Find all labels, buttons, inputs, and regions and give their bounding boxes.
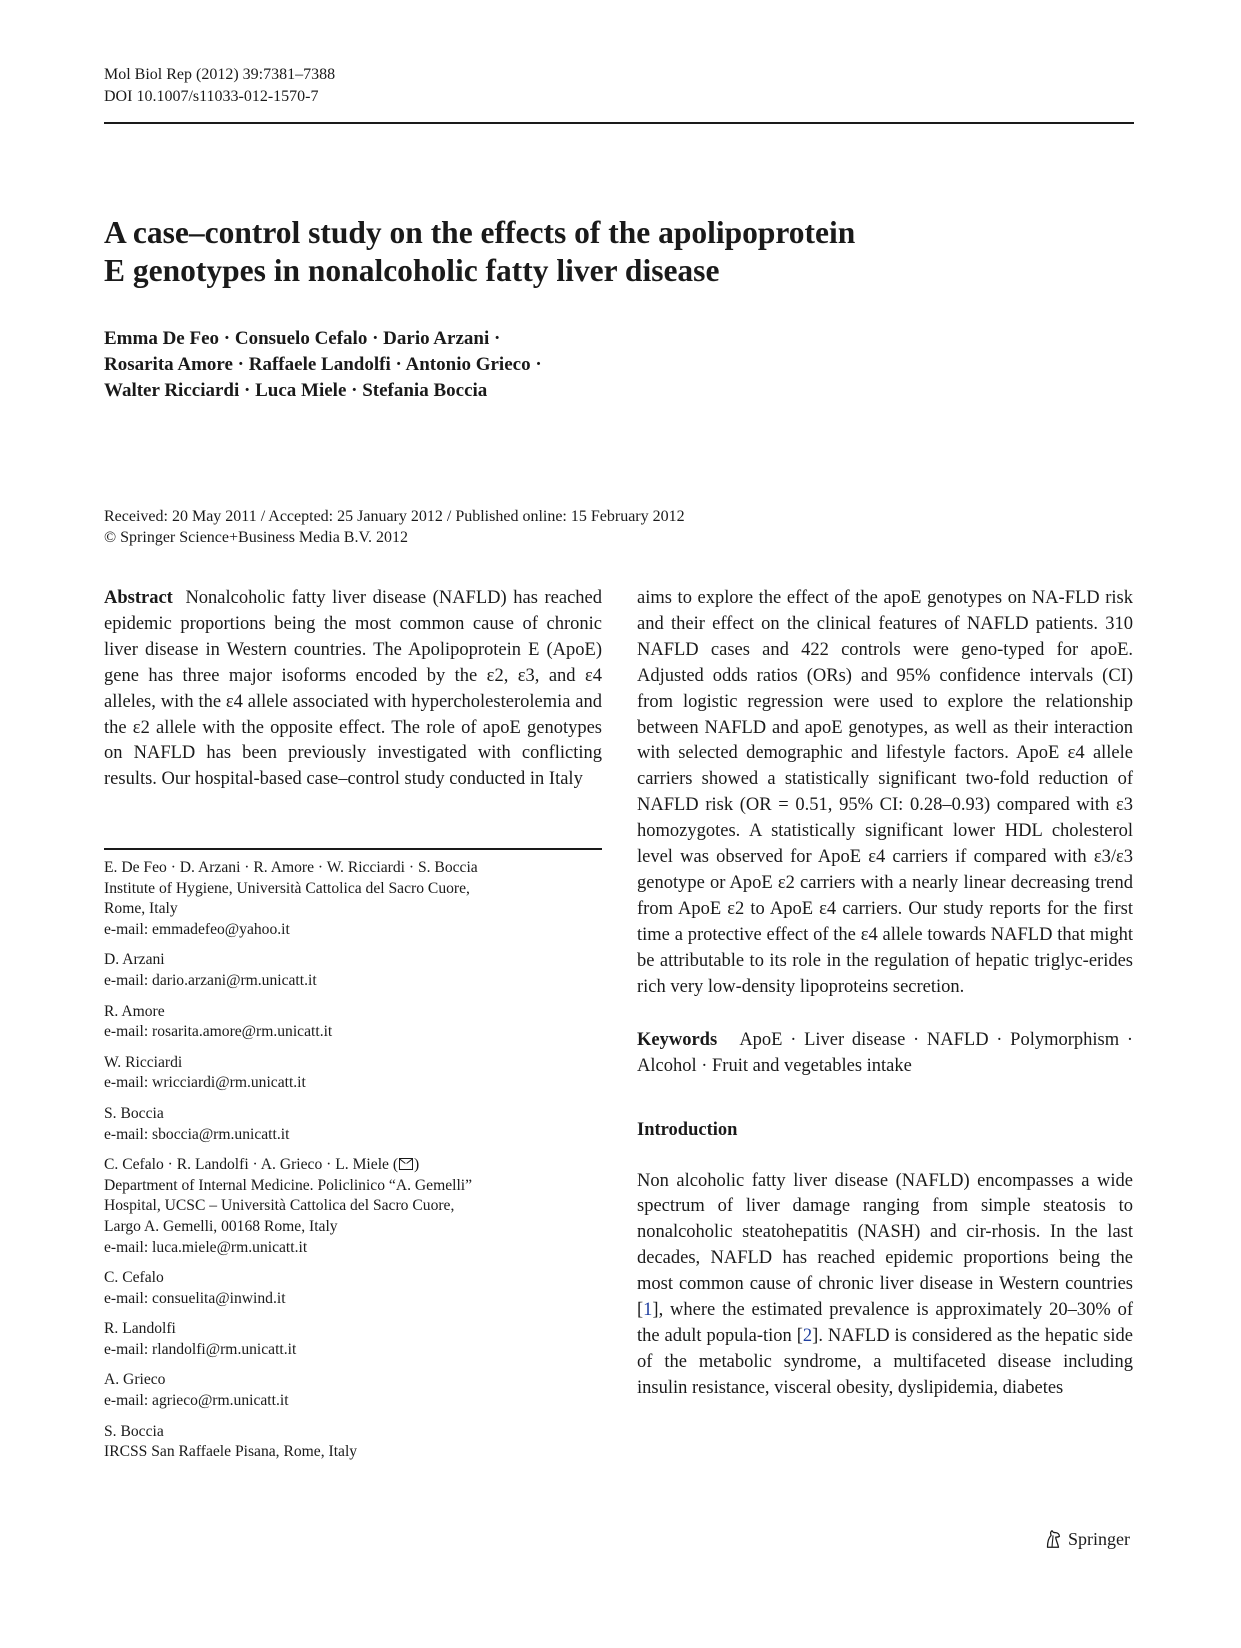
publisher-logo: [1042, 1528, 1130, 1550]
affiliation-line: C. Cefalo · R. Landolfi · A. Grieco · L. Miele ( ): [104, 1156, 420, 1174]
affiliation-line: Rome, Italy: [104, 900, 178, 918]
publisher-name: Springer: [1068, 1528, 1130, 1549]
affiliation-block: [104, 1268, 602, 1309]
abstract-part-2: aims to explore the effect of the apoE genotypes on NA-FLD risk and their effect on the clinical features of NAFLD patients. 310 NAFLD cases and 422 controls were geno-typed for apoE. Adjusted odds ratios (ORs) and 95% confidence intervals (CI) from logistic regression were used to explore the relationship between NAFLD and apoE genotypes, as well as their interaction with selected demographic and lifestyle factors. ApoE ε4 allele carriers showed a statistically significant two-fold reduction of NAFLD risk (OR = 0.51, 95% CI: 0.28–0.93) compared with ε3 homozygotes. A statistically significant lower HDL cholesterol level was observed for ApoE ε4 carriers if compared with ε3/ε3 genotype or ApoE ε2 carriers with a nearly linear decreasing trend from ApoE ε2 to ApoE ε4 carriers. Our study reports for the first time a protective effect of the ε4 allele towards NAFLD that might be attributable to its role in the regulation of hepatic triglyc-erides rich very low-density lipoproteins secretion.: [637, 588, 1133, 997]
article-title: [104, 214, 1004, 290]
keywords-heading: Keywords: [637, 1029, 718, 1050]
email-link[interactable]: e-mail: wricciardi@rm.unicatt.it: [104, 1074, 306, 1092]
abstract-part-1: [104, 586, 602, 793]
affiliation-line: A. Grieco: [104, 1371, 166, 1389]
email-link[interactable]: e-mail: emmadefeo@yahoo.it: [104, 920, 290, 938]
journal-doi: DOI 10.1007/s11033-012-1570-7: [104, 88, 319, 105]
authors-line-3: Walter Ricciardi · Luca Miele · Stefania Boccia: [104, 380, 488, 401]
publication-dates: [104, 506, 1004, 548]
affiliation-block: [104, 1319, 602, 1360]
authors-line-2: Rosarita Amore · Raffaele Landolfi · Antonio Grieco ·: [104, 354, 542, 375]
history-dates: Received: 20 May 2011 / Accepted: 25 January 2012 / Published online: 15 February 2012: [104, 508, 685, 525]
affiliation-block: [104, 1002, 602, 1043]
authors-line-1: Emma De Feo · Consuelo Cefalo · Dario Arzani ·: [104, 328, 501, 349]
email-link[interactable]: e-mail: agrieco@rm.unicatt.it: [104, 1392, 289, 1410]
affiliation-block: [104, 1370, 602, 1411]
affiliation-block: [104, 858, 602, 940]
affiliation-line: R. Landolfi: [104, 1320, 176, 1338]
section-heading-introduction: Introduction: [637, 1119, 738, 1140]
affiliation-block: [104, 1155, 602, 1258]
email-link[interactable]: e-mail: rlandolfi@rm.unicatt.it: [104, 1340, 297, 1358]
affiliation-line: IRCSS San Raffaele Pisana, Rome, Italy: [104, 1443, 358, 1461]
left-column: [104, 586, 602, 793]
journal-volume: Mol Biol Rep (2012) 39:7381–7388: [104, 66, 336, 83]
intro-text-part: ]. NAFLD is considered as the hepatic side of the metabolic syndrome, a multifaceted disease including insulin resistance, visceral obesity, dyslipidemia, diabetes: [637, 1325, 1134, 1398]
keywords-list: ApoE · Liver disease · NAFLD · Polymorphism · Alcohol · Fruit and vegetables intake: [637, 1029, 1133, 1076]
affiliation-line: R. Amore: [104, 1002, 165, 1020]
copyright: © Springer Science+Business Media B.V. 2012: [104, 529, 408, 546]
affiliation-line: Institute of Hygiene, Università Cattolica del Sacro Cuore,: [104, 879, 470, 897]
citation-link[interactable]: 2: [802, 1325, 813, 1346]
title-line-2: E genotypes in nonalcoholic fatty liver disease: [104, 253, 720, 288]
author-list: [104, 326, 704, 404]
introduction-text: [637, 1169, 1133, 1402]
right-column: [637, 586, 1133, 1402]
affiliation-block: [104, 1053, 602, 1094]
affiliation-line: W. Ricciardi: [104, 1053, 183, 1071]
email-link[interactable]: e-mail: dario.arzani@rm.unicatt.it: [104, 971, 317, 989]
email-link[interactable]: e-mail: luca.miele@rm.unicatt.it: [104, 1238, 308, 1256]
affiliation-block: [104, 1422, 602, 1463]
affiliation-line: D. Arzani: [104, 951, 165, 969]
affiliation-line: Department of Internal Medicine. Policlinico “A. Gemelli”: [104, 1176, 473, 1194]
envelope-icon[interactable]: [399, 1158, 413, 1170]
email-link[interactable]: e-mail: rosarita.amore@rm.unicatt.it: [104, 1023, 333, 1041]
header-rule: [104, 122, 1134, 124]
springer-horse-icon: [1042, 1528, 1064, 1550]
citation-link[interactable]: 1: [643, 1300, 653, 1321]
affiliation-block: [104, 1104, 602, 1145]
intro-text-part: Non alcoholic fatty liver disease (NAFLD) encompasses a wide spectrum of liver damage ranging from simple steatosis to nonalcoholic steatohepatitis (NASH) and cir-rhosis. In the last decades, NAFLD has reached epidemic proportions being the most common cause of chronic liver disease in Western countries [: [637, 1170, 1133, 1321]
intro-text-part: ], where the estimated prevalence is approximately 20–30% of the adult popula-tion [: [637, 1300, 1133, 1346]
affiliation-line: Hospital, UCSC – Università Cattolica del Sacro Cuore,: [104, 1197, 455, 1215]
affiliation-line: E. De Feo · D. Arzani · R. Amore · W. Ricciardi · S. Boccia: [104, 859, 478, 876]
affiliation-rule: [104, 848, 602, 850]
affiliation-authors: C. Cefalo · R. Landolfi · A. Grieco · L. Miele (: [104, 1156, 399, 1174]
email-link[interactable]: e-mail: sboccia@rm.unicatt.it: [104, 1125, 290, 1143]
affiliations: [104, 858, 602, 1473]
affiliation-line: C. Cefalo: [104, 1269, 164, 1287]
abstract-heading: Abstract: [104, 588, 173, 608]
affiliation-line: S. Boccia: [104, 1422, 164, 1440]
affiliation-block: [104, 950, 602, 991]
keywords: [637, 1027, 1133, 1079]
abstract-text-left: Nonalcoholic fatty liver disease (NAFLD) has reached epidemic proportions being the most common cause of chronic liver disease in Western countries. The Apolipoprotein E (ApoE) gene has three major isoforms encoded by the ε2, ε3, and ε4 alleles, with the ε4 allele associated with hypercholesterolemia and the ε2 allele with the opposite effect. The role of apoE genotypes on NAFLD has been previously investigated with conflicting results. Our hospital-based case–control study conducted in Italy: [104, 588, 603, 790]
affiliation-line: Largo A. Gemelli, 00168 Rome, Italy: [104, 1217, 338, 1235]
email-link[interactable]: e-mail: consuelita@inwind.it: [104, 1289, 286, 1307]
affiliation-line: S. Boccia: [104, 1104, 164, 1122]
journal-citation: [104, 64, 335, 108]
title-line-1: A case–control study on the effects of the apolipoprotein: [104, 215, 856, 250]
